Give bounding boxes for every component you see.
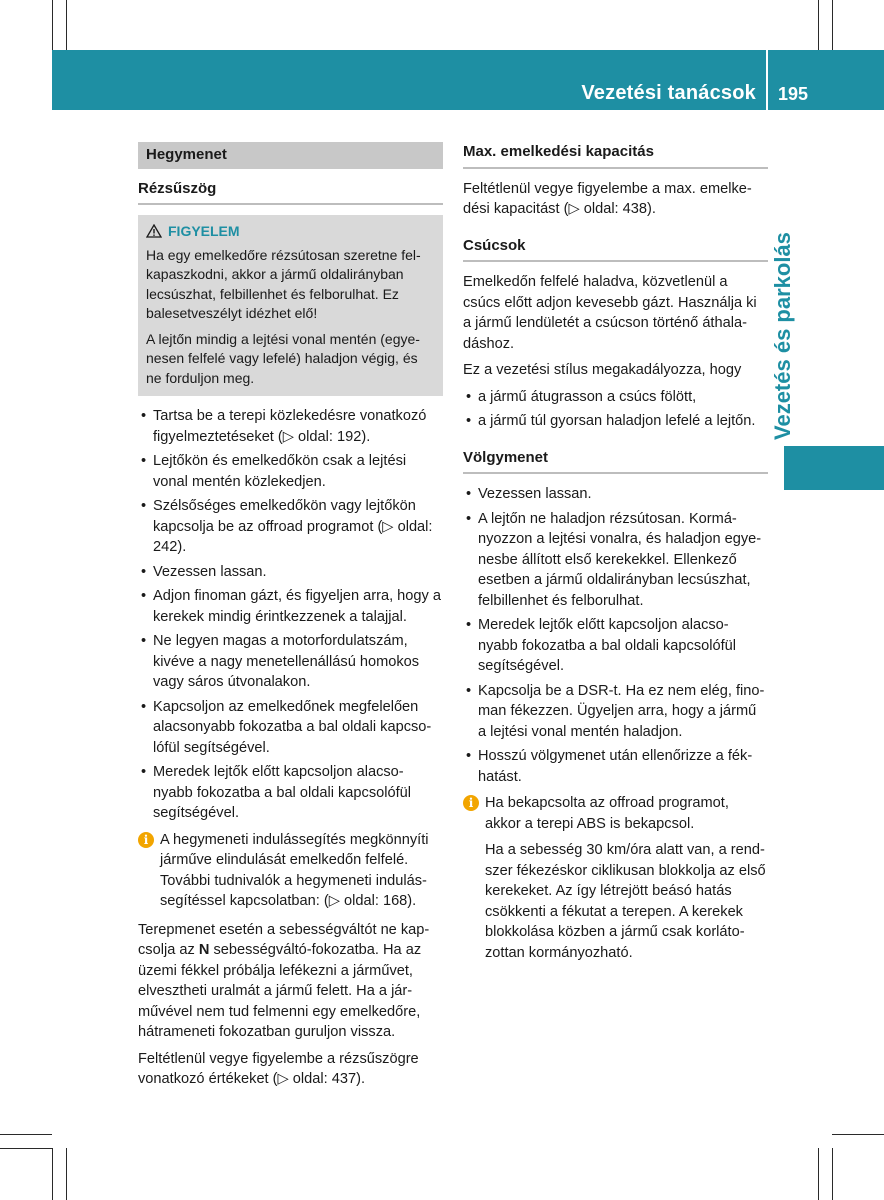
warning-icon	[146, 224, 162, 238]
subheading: Rézsűszög	[138, 179, 443, 206]
instruction-list	[138, 406, 443, 824]
side-tab	[784, 446, 884, 490]
info-icon: i	[138, 832, 154, 848]
bullet-list	[463, 484, 768, 787]
paragraph-text: Terepmenet esetén a sebességváltót ne kap-csolja az	[138, 921, 430, 958]
subheading: Max. emelkedési kapacitás	[463, 142, 768, 169]
list-item: • a jármű túl gyorsan haladjon lefelé a lejtőn.	[463, 411, 768, 432]
list-item: • Vezessen lassan.	[138, 562, 443, 583]
info-text: A hegymeneti indulássegítés megkönnyíti járműve elindulását emelkedőn felfelé. További tudnivalók a hegymeneti indulás-segítéssel kapcsolatban: (▷ oldal: 168).	[160, 831, 429, 909]
subheading: Csúcsok	[463, 236, 768, 263]
list-item: • Meredek lejtők előtt kapcsoljon alacso-nyabb fokozatba a bal oldali kapcsolófül segítségével.	[138, 762, 443, 824]
warning-box	[138, 215, 443, 396]
crop-mark	[818, 0, 819, 50]
list-item: • A lejtőn ne haladjon rézsútosan. Kormá-nyozzon a lejtési vonalra, és haladjon egye-nesbe állított első kerekekkel. Ellenkező esetben a jármű oldalirányban lecsúszhat, felbillenhet és felborulhat.	[463, 509, 768, 612]
crop-mark	[66, 1148, 67, 1200]
bullet-list	[463, 387, 768, 432]
crop-mark	[832, 0, 833, 50]
page-title: Vezetési tanácsok	[581, 82, 756, 104]
crop-mark	[0, 1148, 52, 1149]
warning-title	[146, 221, 435, 242]
left-column	[138, 140, 443, 1096]
list-item: • Adjon finoman gázt, és figyeljen arra, hogy a kerekek mindig érintkezzenek a talajjal.	[138, 586, 443, 627]
info-text: Ha bekapcsolta az offroad programot, akkor a terepi ABS is bekapcsol.	[485, 795, 729, 832]
crop-mark	[832, 1134, 884, 1135]
paragraph	[138, 920, 443, 1043]
paragraph: Feltétlenül vegye figyelembe a rézsűszögre vonatkozó értékeket (▷ oldal: 437).	[138, 1050, 419, 1087]
side-title-text: Vezetés és parkolás	[770, 232, 795, 440]
crop-mark	[0, 1134, 52, 1135]
list-item: • Kapcsoljon az emelkedőnek megfelelően alacsonyabb fokozatba a bal oldali kapcso-lófül segítségével.	[138, 697, 443, 759]
right-column	[463, 140, 768, 971]
crop-mark	[818, 1148, 819, 1200]
list-item: • Szélsőséges emelkedőkön vagy lejtőkön kapcsolja be az offroad programot (▷ oldal: 242).	[138, 496, 443, 558]
subheading: Völgymenet	[463, 448, 768, 475]
crop-mark	[52, 1148, 53, 1200]
paragraph: Feltétlenül vegye figyelembe a max. emelke-dési kapacitást (▷ oldal: 438).	[463, 180, 752, 217]
header-divider	[766, 50, 768, 110]
paragraph: Emelkedőn felfelé haladva, közvetlenül a csúcs előtt adjon kevesebb gázt. Használja ki a jármű lendületét a csúcson történő áthala-dáshoz.	[463, 274, 757, 352]
info-note	[463, 793, 768, 963]
page-number: 195	[778, 84, 809, 104]
list-item: • Kapcsolja be a DSR-t. Ha ez nem elég, fino-man fékezzen. Ügyeljen arra, hogy a jármű a lejtési vonal mentén haladjon.	[463, 681, 768, 743]
info-text: Ha a sebesség 30 km/óra alatt van, a rend-szer fékezéskor ciklikusan blokkolja az első kerekeket. Az így létrejött beásó hatás csökkenti a fékutat a terepen. A kerekek blokkolása közben a jármű csak korláto-zottan kormányozható.	[485, 842, 766, 961]
crop-mark	[832, 1148, 833, 1200]
list-item: • Hosszú völgymenet után ellenőrizze a fék-hatást.	[463, 746, 768, 787]
list-item: • Tartsa be a terepi közlekedésre vonatkozó figyelmeztetéseket (▷ oldal: 192).	[138, 406, 443, 447]
paragraph-text: sebességváltó-fokozatba. Ha az üzemi fékkel próbálja lefékezni a járművet, elvesztheti uralmát a jármű felett. Ha a jár-művével nem tud felmenni egy emelkedőre, hátrameneti fokozatban guruljon vissza.	[138, 942, 422, 1040]
list-item: • a jármű átugrasson a csúcs fölött,	[463, 387, 768, 408]
section-heading: Hegymenet	[138, 142, 443, 169]
info-note	[138, 830, 443, 912]
warning-label: FIGYELEM	[168, 223, 240, 239]
info-icon: i	[463, 795, 479, 811]
paragraph: Ez a vezetési stílus megakadályozza, hogy	[463, 362, 742, 378]
list-item: • Lejtőkön és emelkedőkön csak a lejtési vonal mentén közlekedjen.	[138, 451, 443, 492]
list-item: • Vezessen lassan.	[463, 484, 768, 505]
list-item: • Meredek lejtők előtt kapcsoljon alacso-nyabb fokozatba a bal oldali kapcsolófül segítségével.	[463, 615, 768, 677]
list-item: • Ne legyen magas a motorfordulatszám, kivéve a nagy menetellenállású homokos vagy sáros útvonalakon.	[138, 631, 443, 693]
crop-mark	[66, 0, 67, 50]
gear-label: N	[198, 942, 210, 958]
header-bar	[52, 50, 884, 110]
warning-text: Ha egy emelkedőre rézsútosan szeretne fel-kapaszkodni, akkor a jármű oldalirányban lecsúszhat, felbillenhet és felborulhat. Ez balesetveszélyt idézhet elő!	[146, 246, 421, 321]
warning-text: A lejtőn mindig a lejtési vonal mentén (egye-nesen felfelé vagy lefelé) haladjon végig, és ne forduljon meg.	[146, 330, 420, 386]
crop-mark	[52, 0, 53, 50]
